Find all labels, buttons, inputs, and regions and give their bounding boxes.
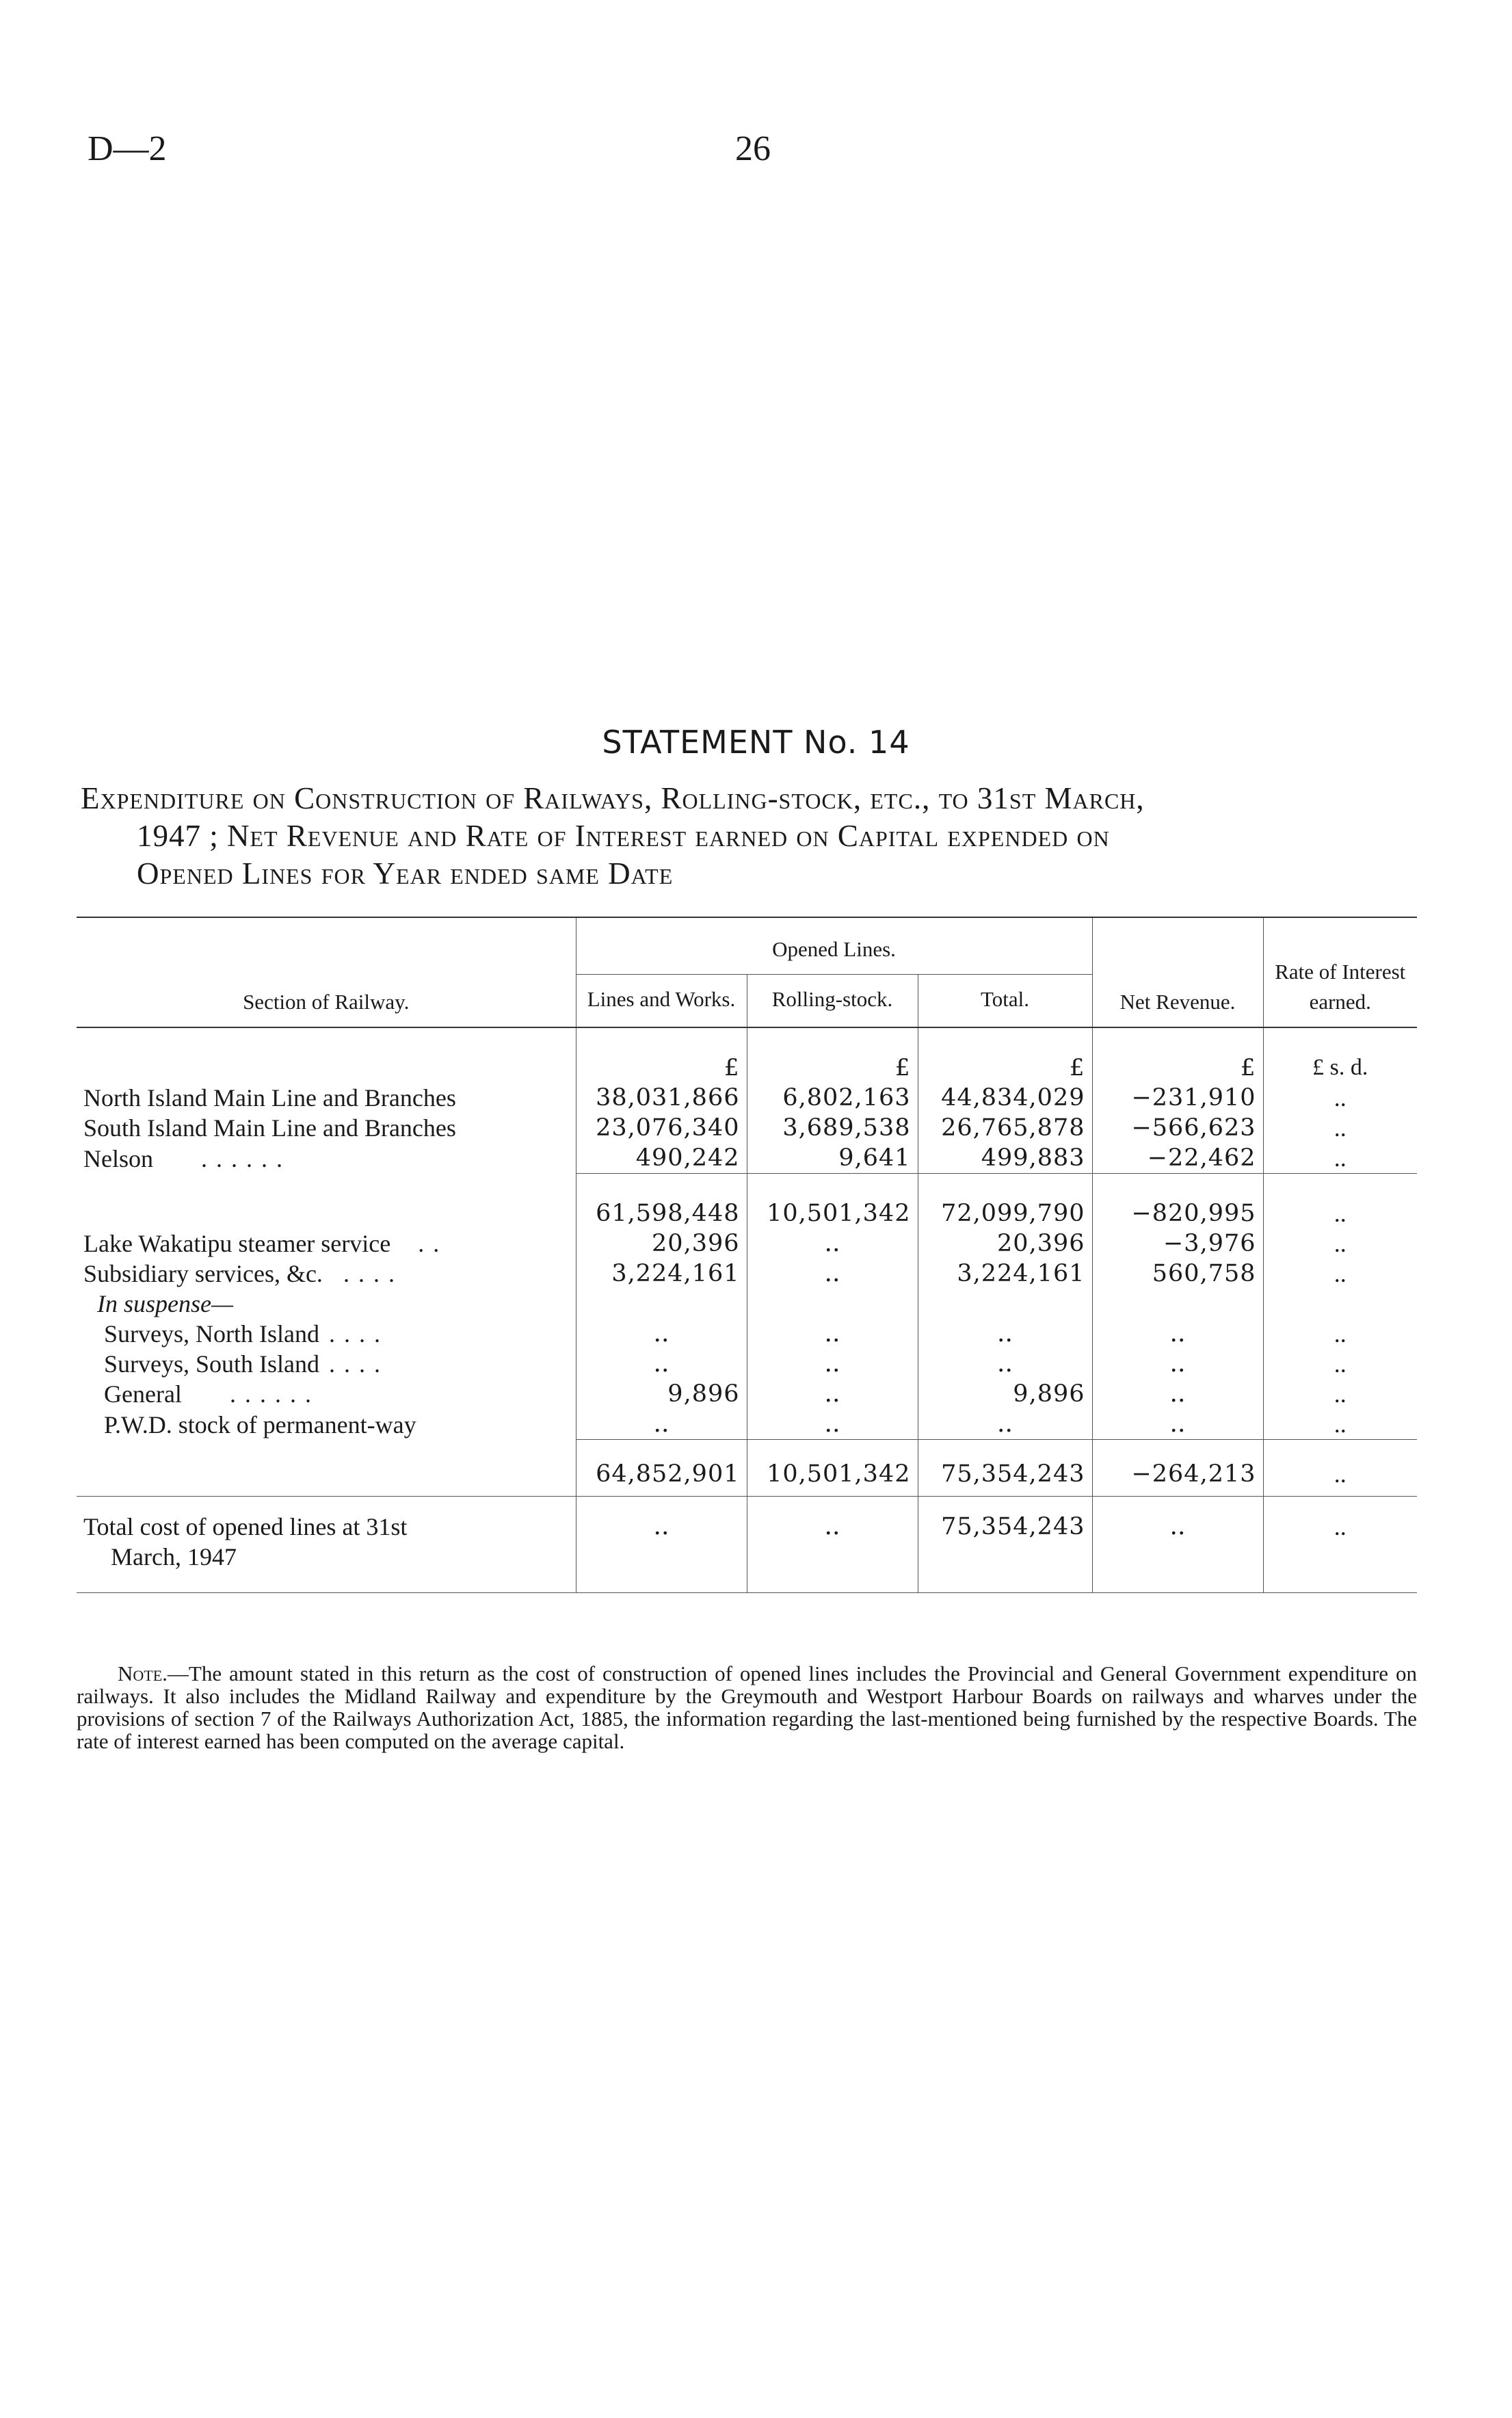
page-number: 26 — [735, 129, 771, 168]
cell-rate: .. — [1263, 1228, 1417, 1259]
section-label: General — [104, 1380, 182, 1408]
cell-rate: .. — [1263, 1409, 1417, 1440]
cell-net-revenue: .. — [1092, 1349, 1263, 1379]
statement-title: STATEMENT No. 14 — [602, 724, 910, 761]
cell-lines-works: 3,224,161 — [576, 1259, 747, 1289]
unit-rate: £ s. d. — [1263, 1027, 1417, 1083]
dot-leader: . . — [418, 1230, 441, 1257]
row-section: South Island Main Line and Branches — [83, 1114, 456, 1142]
header-net-revenue: Net Revenue. — [1092, 917, 1263, 1027]
row-section — [77, 1379, 576, 1409]
cell-total: 9,896 — [918, 1379, 1092, 1409]
cell-net-revenue: 560,758 — [1092, 1259, 1263, 1289]
page-header — [0, 129, 1512, 176]
dot-leader: . . . . — [328, 1320, 382, 1348]
row-section — [77, 1319, 576, 1349]
cell-rolling-stock: .. — [747, 1228, 918, 1259]
units-row — [77, 1027, 1417, 1083]
cell-total: 72,099,790 — [918, 1174, 1092, 1229]
heading-line-3: Opened Lines for Year ended same Date — [137, 856, 674, 891]
cell-rate: .. — [1263, 1143, 1417, 1174]
subtotal-row — [77, 1174, 1417, 1229]
statement-table — [77, 917, 1417, 1593]
header-rate: Rate of Interest earned. — [1263, 917, 1417, 1027]
section-label: Nelson — [83, 1144, 153, 1172]
cell-total: 499,883 — [918, 1143, 1092, 1174]
heading-line-2: 1947 ; Net Revenue and Rate of Interest earned on Capital expended on — [137, 819, 1110, 853]
unit-net-revenue: £ — [1092, 1027, 1263, 1083]
table-bottom-rule — [77, 1572, 1417, 1593]
heading-line-1: Expenditure on Construction of Railways, Rolling-stock, etc., to 31st March, — [81, 781, 1145, 815]
table-row — [77, 1379, 1417, 1409]
cell-empty — [1092, 1289, 1263, 1319]
cell-total: .. — [918, 1409, 1092, 1440]
cell-net-revenue: −231,910 — [1092, 1083, 1263, 1113]
dot-leader: . . . . — [329, 1350, 382, 1378]
total-row — [77, 1440, 1417, 1497]
cell-rolling-stock: .. — [747, 1259, 918, 1289]
cell-total: .. — [918, 1319, 1092, 1349]
cell-net-revenue: −22,462 — [1092, 1143, 1263, 1174]
header-section: Section of Railway. — [77, 917, 576, 1027]
cell-rate: .. — [1263, 1349, 1417, 1379]
cell-empty — [576, 1289, 747, 1319]
cell-net-revenue: −820,995 — [1092, 1174, 1263, 1229]
page-code: D—2 — [88, 129, 167, 168]
row-section — [77, 1497, 576, 1573]
cell-lines-works: 61,598,448 — [576, 1174, 747, 1229]
cell-total: .. — [918, 1349, 1092, 1379]
cell-total: 75,354,243 — [918, 1440, 1092, 1497]
header-opened-lines: Opened Lines. — [576, 917, 1092, 975]
final-total-row — [77, 1497, 1417, 1573]
cell-net-revenue: .. — [1092, 1497, 1263, 1573]
unit-rolling-stock: £ — [747, 1027, 918, 1083]
cell-empty — [747, 1289, 918, 1319]
cell-total: 44,834,029 — [918, 1083, 1092, 1113]
cell-lines-works: .. — [576, 1319, 747, 1349]
statement-heading — [81, 780, 1435, 893]
section-label: Lake Wakatipu steamer service — [83, 1230, 391, 1257]
table-row — [77, 1113, 1417, 1143]
cell-rolling-stock: 6,802,163 — [747, 1083, 918, 1113]
table-row — [77, 1083, 1417, 1113]
cell-lines-works: .. — [576, 1409, 747, 1440]
cell-rolling-stock: .. — [747, 1497, 918, 1573]
cell-rolling-stock: .. — [747, 1409, 918, 1440]
row-section: P.W.D. stock of permanent-way — [104, 1410, 416, 1438]
dot-leader: . . . . . . — [201, 1144, 284, 1172]
row-section — [77, 1349, 576, 1379]
cell-rolling-stock: .. — [747, 1319, 918, 1349]
section-label: Total cost of opened lines at 31st — [83, 1513, 408, 1540]
cell-net-revenue: −264,213 — [1092, 1440, 1263, 1497]
cell-rolling-stock: 3,689,538 — [747, 1113, 918, 1143]
cell-total: 26,765,878 — [918, 1113, 1092, 1143]
cell-net-revenue: −566,623 — [1092, 1113, 1263, 1143]
row-section — [77, 1143, 576, 1174]
cell-lines-works: 23,076,340 — [576, 1113, 747, 1143]
note-label: Note. — [118, 1661, 168, 1685]
cell-total: 20,396 — [918, 1228, 1092, 1259]
header-rolling-stock: Rolling-stock. — [747, 975, 918, 1028]
table-row — [77, 1409, 1417, 1440]
section-label: Surveys, South Island — [104, 1350, 319, 1378]
table-row — [77, 1143, 1417, 1174]
row-section — [77, 1440, 576, 1497]
row-section — [77, 1174, 576, 1229]
dot-leader: . . . . — [343, 1260, 396, 1287]
cell-net-revenue: −3,976 — [1092, 1228, 1263, 1259]
cell-lines-works: .. — [576, 1349, 747, 1379]
cell-net-revenue: .. — [1092, 1409, 1263, 1440]
cell-lines-works: 38,031,866 — [576, 1083, 747, 1113]
cell-rate: .. — [1263, 1497, 1417, 1573]
section-label: Surveys, North Island — [104, 1320, 319, 1348]
cell-rate: .. — [1263, 1379, 1417, 1409]
row-section — [77, 1228, 576, 1259]
cell-rate: .. — [1263, 1259, 1417, 1289]
table-row — [77, 1289, 1417, 1319]
table-row — [77, 1228, 1417, 1259]
cell-empty — [1263, 1289, 1417, 1319]
note-text: —The amount stated in this return as the cost of construction of opened lines includes the Provincial and General Government expenditure on railways. It also includes the Midland Railway and expenditure by the Greymouth and Westport Harbour Boards on railways and wharves under the provisions of section 7 of the Railways Authorization Act, 1885, the information regarding the last-mentioned being furnished by the respective Boards. The rate of interest earned has been computed on the average capital. — [77, 1661, 1417, 1753]
header-total: Total. — [918, 975, 1092, 1028]
cell-rate: .. — [1263, 1440, 1417, 1497]
cell-rate: .. — [1263, 1319, 1417, 1349]
row-section: In suspense— — [97, 1290, 233, 1317]
cell-total: 75,354,243 — [918, 1497, 1092, 1573]
unit-lines-works: £ — [576, 1027, 747, 1083]
cell-rate: .. — [1263, 1174, 1417, 1229]
section-label-line2: March, 1947 — [111, 1543, 237, 1571]
section-label: Subsidiary services, &c. — [83, 1260, 323, 1287]
cell-lines-works: 20,396 — [576, 1228, 747, 1259]
cell-lines-works: 64,852,901 — [576, 1440, 747, 1497]
header-lines-and-works: Lines and Works. — [576, 975, 747, 1028]
row-section: North Island Main Line and Branches — [83, 1084, 456, 1112]
cell-net-revenue: .. — [1092, 1319, 1263, 1349]
table-row — [77, 1319, 1417, 1349]
cell-total: 3,224,161 — [918, 1259, 1092, 1289]
cell-rate: .. — [1263, 1083, 1417, 1113]
table-row — [77, 1259, 1417, 1289]
cell-lines-works: .. — [576, 1497, 747, 1573]
cell-empty — [918, 1289, 1092, 1319]
footnote — [77, 1662, 1417, 1752]
cell-rate: .. — [1263, 1113, 1417, 1143]
cell-lines-works: 9,896 — [576, 1379, 747, 1409]
row-section — [77, 1259, 576, 1289]
cell-rolling-stock: 10,501,342 — [747, 1440, 918, 1497]
dot-leader: . . . . . . — [229, 1380, 313, 1408]
cell-lines-works: 490,242 — [576, 1143, 747, 1174]
unit-total: £ — [918, 1027, 1092, 1083]
cell-rolling-stock: .. — [747, 1349, 918, 1379]
cell-net-revenue: .. — [1092, 1379, 1263, 1409]
table-row — [77, 1349, 1417, 1379]
cell-rolling-stock: 10,501,342 — [747, 1174, 918, 1229]
cell-rolling-stock: 9,641 — [747, 1143, 918, 1174]
cell-rolling-stock: .. — [747, 1379, 918, 1409]
